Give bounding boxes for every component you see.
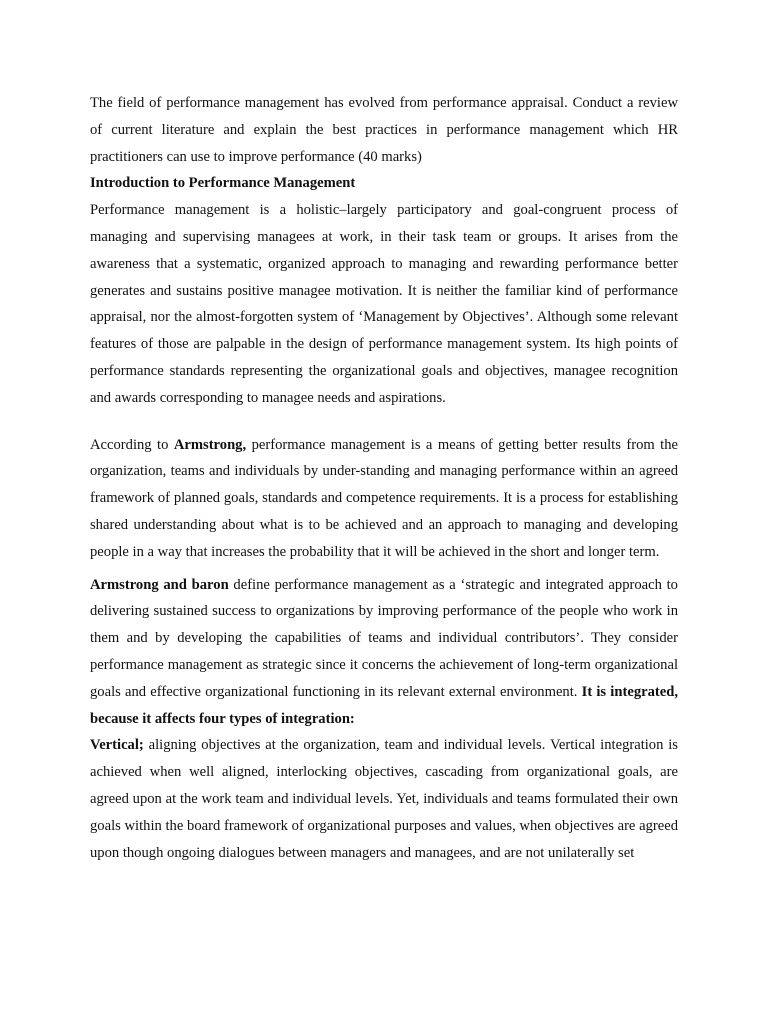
assignment-question: The field of performance management has evolved from performance appraisal. Conduct a review of current literature and explain the best practices in performance management which HR practitioners can use to improve performance (40 marks) — [90, 95, 678, 165]
armstrong-text: performance management is a means of getting better results from the organization, teams and individuals by under-standing and managing performance within an agreed framework of planned goals, standards and competence requirements. It is a process for establishing shared understanding about what is to be achieved and an approach to managing and developing people in a way that increases the probability that it will be achieved in the short and longer term. — [90, 436, 679, 560]
armstrong-baron-text: define performance management as a ‘strategic and integrated approach to delivering sustained success to organizations by improving performance of the people who work in them and by developing the capabilities of teams and individual contributors’. They consider performance management as strategic since it concerns the achievement of long-term organizational goals and effective organizational functioning in its relevant external environment. — [90, 576, 678, 700]
intro-paragraph: Performance management is a holistic–largely participatory and goal-congruent process of managing and supervising managees at work, in their task team or groups. It arises from the awareness that a systematic, organized approach to managing and rewarding performance better generates and sustains positive managee motivation. It is neither the familiar kind of performance appraisal, nor the almost-forgotten system of ‘Management by Objectives’. Although some relevant features of those are palpable in the design of performance management system. Its high points of performance standards representing the organizational goals and objectives, managee recognition and awards corresponding to managee needs and aspirations. — [90, 202, 678, 406]
armstrong-paragraph — [90, 432, 678, 566]
document-page — [90, 90, 678, 866]
vertical-term: Vertical; — [90, 737, 144, 754]
integration-statement: It is integrated, because it affects four types of integration: — [90, 683, 678, 727]
armstrong-name: Armstrong, — [173, 436, 247, 453]
section-heading: Introduction to Performance Management — [90, 175, 356, 192]
vertical-paragraph — [90, 732, 678, 866]
armstrong-prefix: According to — [90, 436, 174, 453]
vertical-text: aligning objectives at the organization, team and individual levels. Vertical integration is achieved when well aligned, interlocking objectives, cascading from organizational goals, are agreed upon at the work team and individual levels. Yet, individuals and teams formulated their own goals within the board framework of organizational purposes and values, when objectives are agreed upon though ongoing dialogues between managers and managees, and are not unilaterally set — [90, 737, 678, 861]
armstrong-baron-name: Armstrong and baron — [90, 576, 229, 593]
armstrong-baron-paragraph — [90, 572, 678, 733]
